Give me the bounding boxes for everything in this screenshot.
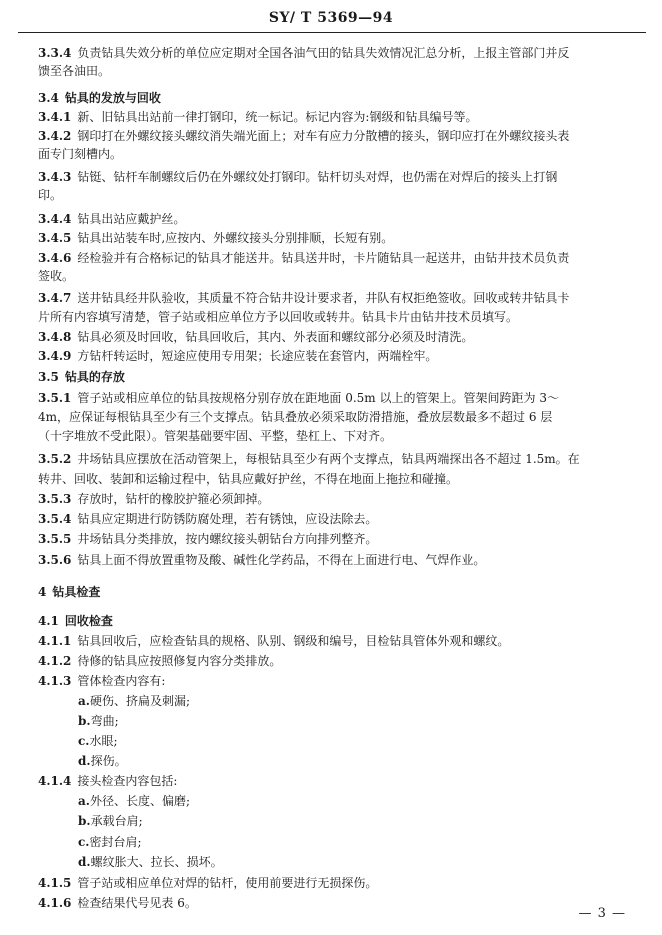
clause-text: 钻具出站应戴护丝。 — [77, 212, 186, 226]
clause-line — [38, 409, 640, 425]
clause-line — [38, 169, 640, 185]
clause-text: 经检验并有合格标记的钻具才能送井。钻具送井时，卡片随钻具一起送井，由钻井技术员负责 — [77, 251, 570, 265]
clause-number: 4.1.6 — [38, 896, 72, 910]
clause-number: 3.5 — [38, 370, 59, 384]
section-heading — [38, 369, 640, 385]
clause-text: 转井、回收、装卸和运输过程中，钻具应戴好护丝，不得在地面上拖拉和碰撞。 — [38, 472, 459, 486]
clause-number: d. — [78, 855, 91, 869]
clause-number: 3.4.2 — [38, 129, 72, 143]
clause-text: 新、旧钻具出站前一律打钢印，统一标记。标记内容为:钢级和钻具编号等。 — [77, 110, 478, 124]
document-header-title: SY/ T 5369—94 — [268, 10, 394, 26]
clause-line — [38, 348, 640, 364]
clause-line — [38, 875, 640, 891]
clause-text: 送井钻具经井队验收，其质量不符合钻井设计要求者，井队有权拒绝签收。回收或转井钻具卡 — [77, 291, 570, 305]
clause-number: 3.5.1 — [38, 391, 72, 405]
section-heading — [38, 584, 640, 600]
clause-line — [38, 230, 640, 246]
clause-text: 井场钻具分类排放，按内螺纹接头朝钻台方向排列整齐。 — [77, 532, 378, 546]
clause-text: 密封台肩; — [89, 835, 142, 849]
clause-line — [38, 250, 640, 266]
clause-text: 水眼; — [89, 734, 118, 748]
list-item — [78, 793, 640, 809]
clause-text: 钻具检查 — [52, 585, 101, 599]
list-item — [78, 813, 640, 829]
clause-line — [38, 451, 640, 467]
clause-line — [38, 128, 640, 144]
clause-number: 3.4.4 — [38, 212, 72, 226]
clause-number: 3.4 — [38, 91, 59, 105]
list-item — [78, 693, 640, 709]
list-item — [78, 854, 640, 870]
clause-number: 3.5.2 — [38, 452, 72, 466]
clause-number: 3.4.9 — [38, 349, 72, 363]
clause-text: 硬伤、挤扁及刺漏; — [89, 694, 190, 708]
clause-line — [38, 895, 640, 911]
clause-number: a. — [78, 694, 90, 708]
clause-number: 3.4.5 — [38, 231, 72, 245]
clause-text: 钻具的发放与回收 — [64, 91, 161, 105]
clause-text: 钢印打在外螺纹接头螺纹消失端光面上；对车有应力分散槽的接头，钢印应打在外螺纹接头表 — [77, 129, 570, 143]
list-item — [78, 733, 640, 749]
clause-number: 3.4.1 — [38, 110, 72, 124]
clause-text: 探伤。 — [90, 754, 127, 768]
clause-text: 螺纹胀大、拉长、损坏。 — [90, 855, 223, 869]
section-heading — [38, 613, 640, 629]
clause-text: 井场钻具应摆放在活动管架上，每根钻具至少有两个支撑点，钻具两端探出各不超过 1.5m。在 — [77, 452, 580, 466]
clause-line — [38, 552, 640, 568]
clause-number: 4.1.4 — [38, 774, 72, 788]
clause-number: 3.5.5 — [38, 532, 72, 546]
clause-text: 待修的钻具应按照修复内容分类排放。 — [77, 654, 282, 668]
clause-text: 签收。 — [38, 269, 75, 283]
clause-line — [38, 673, 640, 689]
clause-line — [38, 211, 640, 227]
clause-text: 检查结果代号见表 6。 — [77, 896, 197, 910]
clause-line — [38, 428, 640, 444]
clause-text: 片所有内容填写清楚，管子站或相应单位方予以回收或转井。钻具卡片由钻井技术员填写。 — [38, 310, 519, 324]
clause-number: 4.1 — [38, 614, 59, 628]
clause-text: 钻具应定期进行防锈防腐处理，若有锈蚀，应设法除去。 — [77, 512, 378, 526]
clause-text: 管子站或相应单位的钻具按规格分别存放在距地面 0.5m 以上的管架上。管架间跨距为 3～ — [77, 391, 559, 405]
clause-line — [38, 531, 640, 547]
clause-text: （十字堆放不受此限）。管架基础要牢固、平整，垫杠上、下对齐。 — [38, 429, 393, 443]
clause-line — [38, 329, 640, 345]
clause-text: 钻具必须及时回收，钻具回收后，其内、外表面和螺纹部分必须及时清洗。 — [77, 330, 474, 344]
clause-line — [38, 309, 640, 325]
list-item — [78, 753, 640, 769]
clause-line — [38, 45, 640, 61]
clause-text: 负责钻具失效分析的单位应定期对全国各油气田的钻具失效情况汇总分析，上报主管部门并反 — [77, 46, 570, 60]
clause-number: b. — [78, 814, 91, 828]
clause-text: 钻具回收后，应检查钻具的规格、队别、钢级和编号，目检钻具管体外观和螺纹。 — [77, 634, 510, 648]
list-item — [78, 713, 640, 729]
clause-text: 钻铤、钻杆车制螺纹后仍在外螺纹处打钢印。钻杆切头对焊，也仍需在对焊后的接头上打钢 — [77, 170, 558, 184]
header-rule — [18, 32, 646, 33]
clause-number: 3.4.7 — [38, 291, 72, 305]
clause-number: 3.3.4 — [38, 46, 72, 60]
clause-number: 3.5.6 — [38, 553, 72, 567]
clause-number: c. — [78, 734, 90, 748]
clause-text: 外径、长度、偏磨; — [89, 794, 190, 808]
clause-line — [38, 773, 640, 789]
clause-number: b. — [78, 714, 91, 728]
page-number: — 3 — — [578, 906, 626, 921]
clause-line — [38, 290, 640, 306]
clause-number: d. — [78, 754, 91, 768]
clause-number: a. — [78, 794, 90, 808]
section-heading — [38, 90, 640, 106]
clause-text: 钻具上面不得放置重物及酸、碱性化学药品，不得在上面进行电、气焊作业。 — [77, 553, 486, 567]
clause-text: 管体检查内容有: — [77, 674, 166, 688]
clause-number: 4.1.1 — [38, 634, 72, 648]
list-item — [78, 834, 640, 850]
clause-number: 3.4.6 — [38, 251, 72, 265]
clause-text: 弯曲; — [90, 714, 119, 728]
clause-line — [38, 471, 640, 487]
clause-line — [38, 187, 640, 203]
clause-number: 3.4.3 — [38, 170, 72, 184]
clause-line — [38, 633, 640, 649]
clause-line — [38, 491, 640, 507]
clause-line — [38, 109, 640, 125]
clause-number: 4.1.2 — [38, 654, 72, 668]
clause-number: c. — [78, 835, 90, 849]
clause-text: 馈至各油田。 — [38, 64, 111, 78]
clause-number: 3.5.4 — [38, 512, 72, 526]
clause-text: 存放时，钻杆的橡胶护箍必须卸掉。 — [77, 492, 270, 506]
clause-line — [38, 390, 640, 406]
clause-number: 3.5.3 — [38, 492, 72, 506]
clause-text: 印。 — [38, 188, 63, 202]
clause-line — [38, 268, 640, 284]
clause-number: 4.1.5 — [38, 876, 72, 890]
clause-line — [38, 511, 640, 527]
clause-text: 面专门刻槽内。 — [38, 147, 123, 161]
clause-line — [38, 146, 640, 162]
clause-line — [38, 63, 640, 79]
clause-text: 接头检查内容包括: — [77, 774, 178, 788]
clause-number: 4 — [38, 585, 47, 599]
clause-text: 管子站或相应单位对焊的钻杆，使用前要进行无损探伤。 — [77, 876, 378, 890]
clause-text: 钻具的存放 — [64, 370, 125, 384]
clause-line — [38, 653, 640, 669]
clause-text: 方钻杆转运时，短途应使用专用架；长途应装在套管内，两端栓牢。 — [77, 349, 438, 363]
clause-text: 钻具出站装车时,应按内、外螺纹接头分别排顺，长短有别。 — [77, 231, 394, 245]
clause-number: 3.4.8 — [38, 330, 72, 344]
clause-text: 4m，应保证每根钻具至少有三个支撑点。钻具叠放必须采取防滑措施，叠放层数最多不超过 6 层 — [38, 410, 553, 424]
clause-text: 承载台肩; — [90, 814, 143, 828]
clause-number: 4.1.3 — [38, 674, 72, 688]
clause-text: 回收检查 — [64, 614, 113, 628]
